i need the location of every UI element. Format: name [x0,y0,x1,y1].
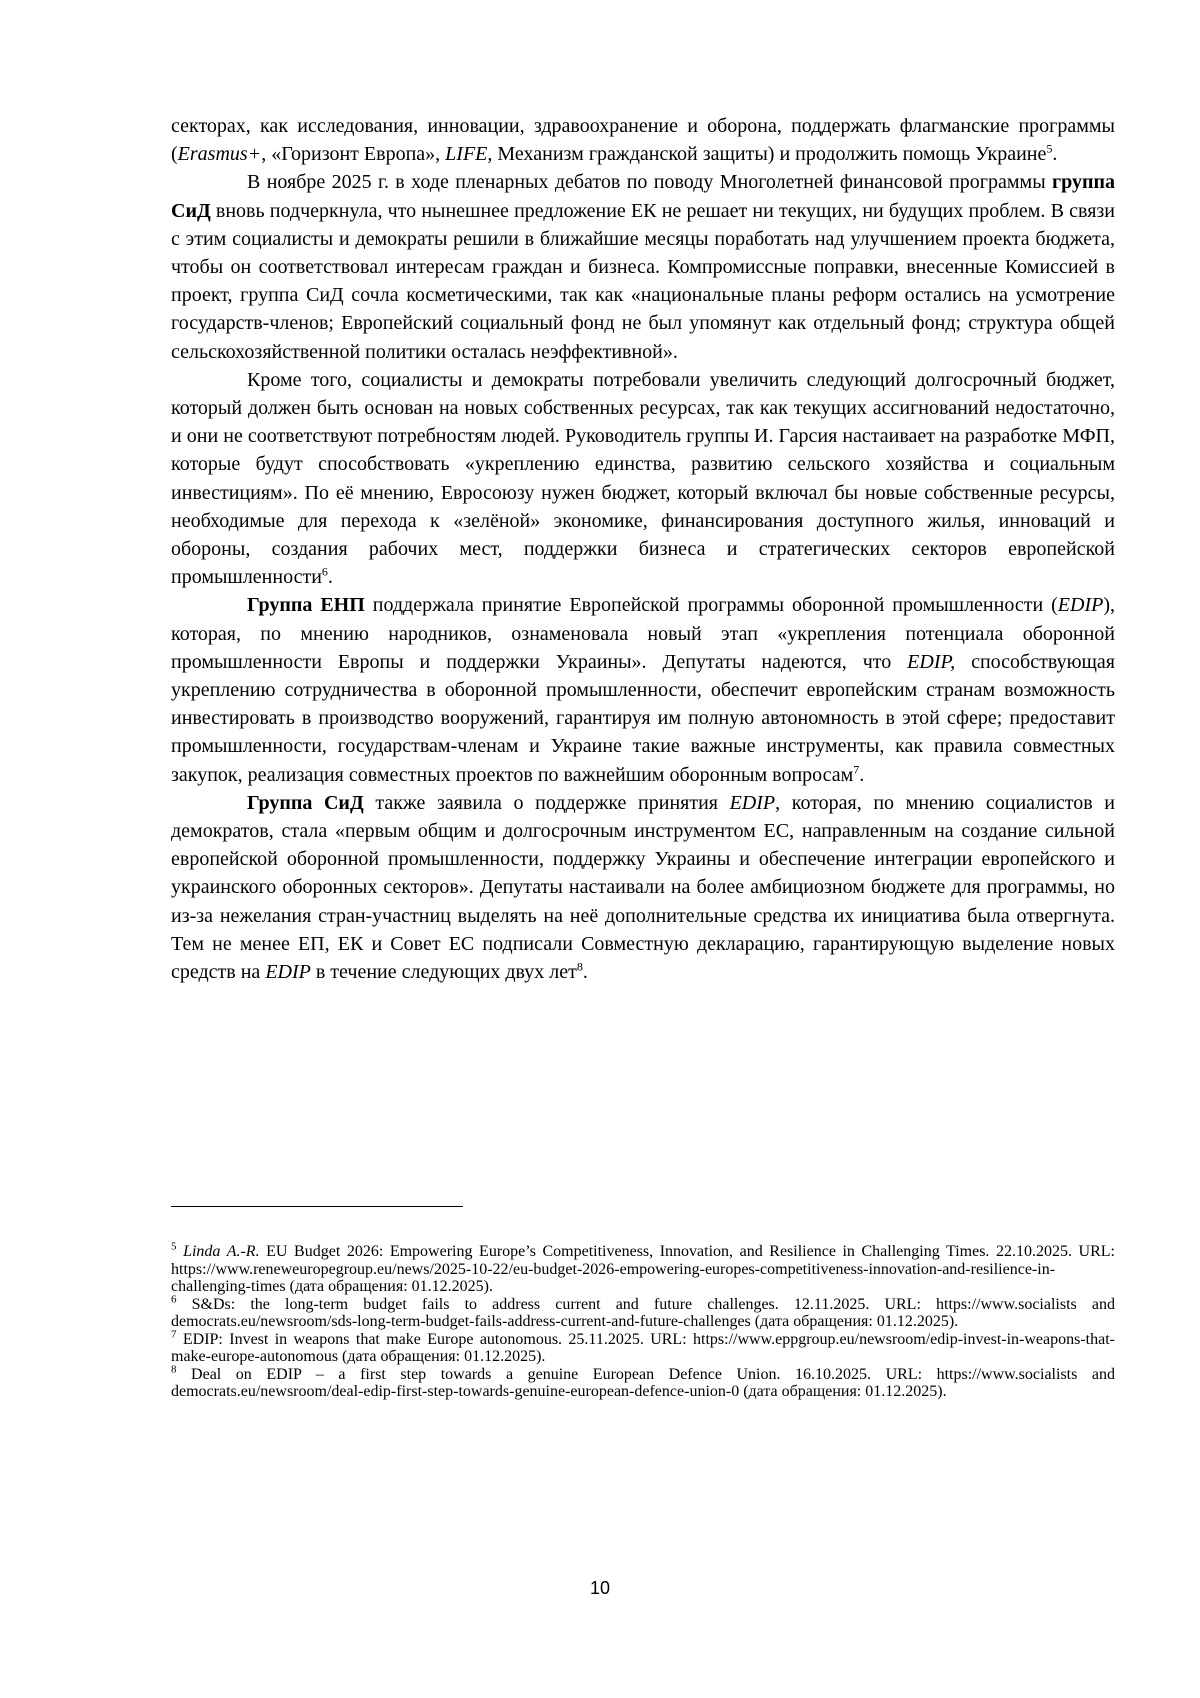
text-run: EU Budget 2026: Empowering Europe’s Competitiveness, Innovation, and Resilience in Challenging Times. 22.10.2025. URL: https://www.reneweuropegroup.eu/news/2025-10-22/eu-budget-2026-empowering-europes-competitiveness-innovation-and-resilience-in-challenging-times (дата обращения: 01.12.2025). [171,1243,1115,1295]
text-run: способствующая укреплению сотрудничества в оборонной промышленности, обеспечит европейским странам возможность инвестировать в производство вооружений, гарантируя им полную автономность в этой сфере; предоставит промышленности, государствам-членам и Украине такие важные инструменты, как правила совместных закупок, реализация совместных проектов по важнейшим оборонным вопросам [171,650,1115,786]
footnote-ref: 5 [171,1240,177,1253]
italic-text: EDIP [729,791,776,814]
text-run: . [859,763,865,786]
text-run: . [327,566,333,589]
text-run: . [582,961,588,984]
paragraph [171,112,1115,168]
text-run: , «Горизонт Европа», [261,143,446,166]
italic-text: EDIP [1057,594,1104,617]
bold-text: Группа СиД [247,791,364,814]
footnote-ref: 6 [321,564,328,579]
text-run: в течение следующих двух лет [310,961,577,984]
italic-text: Erasmus+ [177,143,262,166]
footnote-ref: 8 [576,959,583,974]
paragraph [171,591,1115,788]
footnotes [171,1240,1115,1401]
footnote-ref: 5 [1046,141,1053,156]
text-run: Механизм гражданской защиты) и продолжить помощь Украине [492,143,1047,166]
italic-text: EDIP, [907,650,956,673]
footnote [171,1240,1115,1296]
italic-text: LIFE, [445,143,493,166]
footnote-ref: 8 [171,1363,177,1376]
text-run: Deal on EDIP – a first step towards a genuine European Defence Union. 16.10.2025. URL: https://www.socialists and democrats.eu/newsroom/deal-edip-first-step-towards-genuine-european-defence-union-0 (дата обращения: 01.12.2025). [171,1365,1115,1400]
paragraph [171,168,1115,365]
italic-text: Linda A.-R. [183,1243,260,1260]
footnote-ref: 7 [171,1328,177,1341]
bold-text: группа СиД [171,171,1115,222]
footnote [171,1293,1115,1331]
paragraph [171,366,1115,592]
footnote [171,1328,1115,1366]
body-text [171,112,1115,986]
footnote-ref: 6 [171,1293,177,1306]
footnote-ref: 7 [853,762,860,777]
paragraph [171,789,1115,986]
text-run: также заявила о поддержке принятия [363,791,730,814]
text-run: Кроме того, социалисты и демократы потребовали увеличить следующий долгосрочный бюджет, который должен быть основан на новых собственных ресурсах, так как текущих ассигнований недостаточно, и они не соответствуют потребностям людей. Руководитель группы И. Гарсия настаивает на разработке МФП, которые будут способствовать «укреплению единства, развитию сельского хозяйства и социальным инвестициям». По её мнению, Евросоюзу нужен бюджет, который включал бы новые собственные ресурсы, необходимые для перехода к «зелёной» экономике, финансирования доступного жилья, инноваций и обороны, создания рабочих мест, поддержки бизнеса и стратегических секторов европейской промышленности [171,368,1115,589]
text-run: вновь подчеркнула, что нынешнее предложение ЕК не решает ни текущих, ни будущих проблем. В связи с этим социалисты и демократы решили в ближайшие месяцы поработать над улучшением проекта бюджета, чтобы он соответствовал интересам граждан и бизнеса. Компромиссные поправки, внесенные Комиссией в проект, группа СиД сочла косметическими, так как «национальные планы реформ остались на усмотрение государств-членов; Европейский социальный фонд не был упомянут как отдельный фонд; структура общей сельскохозяйственной политики осталась неэффективной». [171,199,1115,363]
text-run: EDIP: Invest in weapons that make Europe autonomous. 25.11.2025. URL: https://www.eppgroup.eu/newsroom/edip-invest-in-weapons-that-make-europe-autonomous (дата обращения: 01.12.2025). [171,1330,1115,1365]
text-run: , которая, по мнению социалистов и демократов, стала «первым общим и долгосрочным инструментом ЕС, направленным на создание сильной европейской оборонной промышленности, поддержку Украины и обеспечение интеграции европейского и украинского оборонных секторов». Депутаты настаивали на более амбициозном бюджете для программы, но из-за нежелания стран-участниц выделять на неё дополнительные средства их инициатива была отвергнута. Тем не менее ЕП, ЕК и Совет ЕС подписали Совместную декларацию, гарантирующую выделение новых средств на [171,791,1115,984]
bold-text: Группа ЕНП [247,594,365,617]
italic-text: EDIP [265,961,311,984]
text-run: секторах, как исследования, инновации, здравоохранение и оборона, поддержать флагманские программы ( [171,115,1115,166]
text-run: ), которая, по мнению народников, ознаменовала новый этап «укрепления потенциала оборонной промышленности Европы и поддержки Украины». Депутаты надеются, что [171,594,1115,673]
text-run: поддержала принятие Европейской программы оборонной промышленности ( [364,594,1058,617]
footnote [171,1363,1115,1401]
footnote-separator [171,1206,463,1207]
text-run: . [1052,143,1058,166]
text-run: S&Ds: the long-term budget fails to address current and future challenges. 12.11.2025. URL: https://www.socialists and democrats.eu/newsroom/sds-long-term-budget-fails-address-current-and-future-challenges (дата обращения: 01.12.2025). [171,1295,1115,1330]
page-number: 10 [589,1578,611,1598]
text-run: В ноябре 2025 г. в ходе пленарных дебатов по поводу Многолетней финансовой программы [247,171,1052,194]
